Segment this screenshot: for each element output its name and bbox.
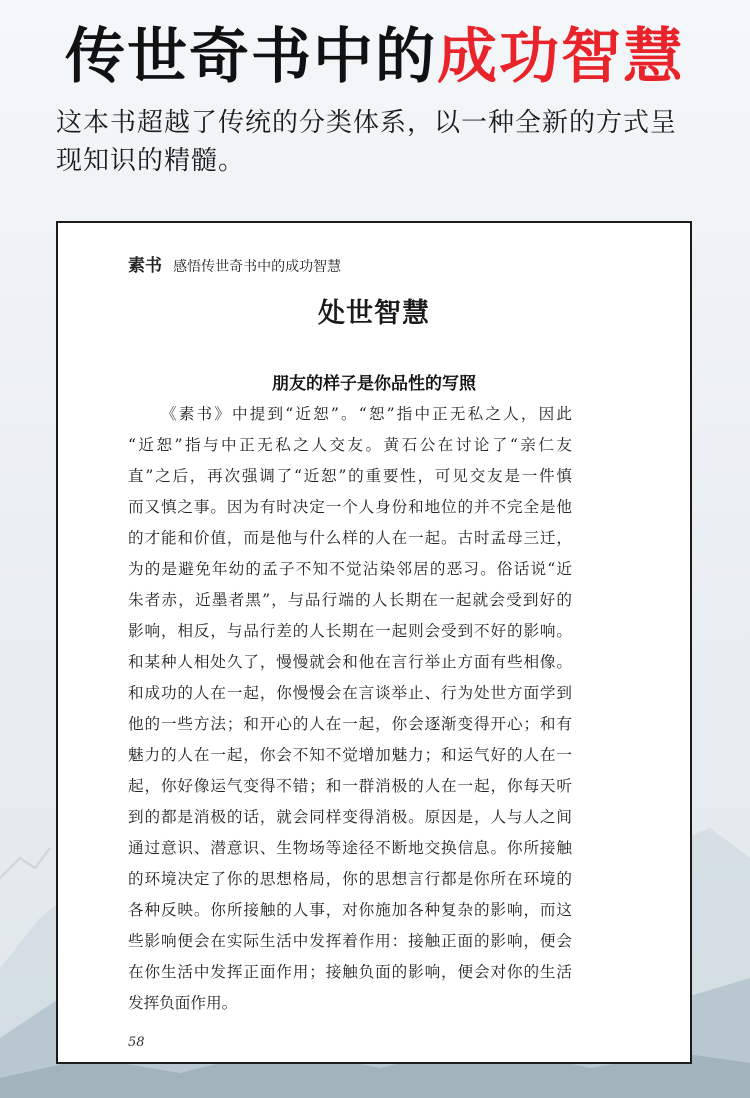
intro-subtitle: 这本书超越了传统的分类体系，以一种全新的方式呈现知识的精髓。 [56,108,678,176]
headline-dark-text: 传世奇书中的 [65,22,437,92]
running-head [128,251,341,276]
body-line: 的才能和价值，而是他与什么样的人在一起。古时孟母三迁， [128,529,572,547]
body-line: 到的都是消极的话，就会同样变得消极。原因是，人与人之间 [128,808,572,826]
body-line: 《素书》中提到“近恕”。“恕”指中正无私之人，因此 [161,405,572,423]
body-line: 通过意识、潜意识、生物场等途径不断地交换信息。你所接触 [128,839,572,857]
body-line: 影响，相反，与品行差的人长期在一起则会受到不好的影响。 [128,622,572,640]
page-headline [0,22,750,92]
body-line: 发挥负面作用。 [128,994,238,1012]
running-head-subtitle: 感悟传世奇书中的成功智慧 [173,259,342,275]
body-line: 魅力的人在一起，你会不知不觉增加魅力；和运气好的人在一 [128,746,572,764]
body-line: 和成功的人在一起，你慢慢会在言谈举止、行为处世方面学到 [128,684,572,702]
book-page-excerpt [56,221,692,1064]
headline-red-text: 成功智慧 [437,22,685,92]
body-line: 起，你好像运气变得不错；和一群消极的人在一起，你每天听 [128,777,572,795]
body-line: 些影响便会在实际生活中发挥着作用：接触正面的影响，便会 [128,932,572,950]
body-line: 直”之后，再次强调了“近恕”的重要性，可见交友是一件慎 [128,467,572,485]
body-text [128,399,572,1019]
page-number: 58 [128,1035,145,1050]
body-line: 为的是避免年幼的孟子不知不觉沾染邻居的恶习。俗话说“近 [128,560,572,578]
body-line: 各种反映。你所接触的人事，对你施加各种复杂的影响，而这 [128,901,572,919]
body-line: “近恕”指与中正无私之人交友。黄石公在讨论了“亲仁友 [128,436,572,454]
body-line: 在你生活中发挥正面作用；接触负面的影响，便会对你的生活 [128,963,572,981]
body-line: 朱者赤，近墨者黑”，与品行端的人长期在一起就会受到好的 [128,591,572,609]
chapter-title: 处世智慧 [318,298,430,329]
body-line: 他的一些方法；和开心的人在一起，你会逐渐变得开心；和有 [128,715,572,733]
body-line: 和某种人相处久了，慢慢就会和他在言行举止方面有些相像。 [128,653,572,671]
running-head-book-title: 素书 [128,256,162,276]
body-line: 的环境决定了你的思想格局，你的思想言行都是你所在环境的 [128,870,572,888]
section-title: 朋友的样子是你品性的写照 [272,374,476,394]
body-line: 而又慎之事。因为有时决定一个人身份和地位的并不完全是他 [128,498,572,516]
